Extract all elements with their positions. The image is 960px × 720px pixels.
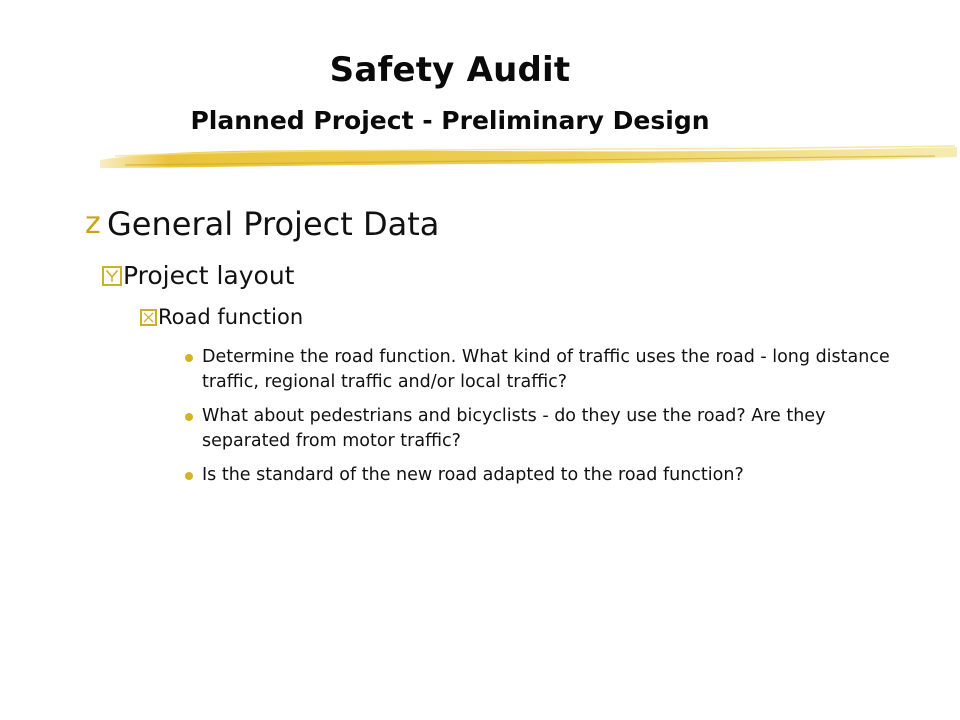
slide-subtitle: Planned Project - Preliminary Design (190, 106, 710, 135)
bullet-dot-icon (185, 354, 193, 362)
brush-underline (95, 138, 960, 174)
list-item (185, 404, 915, 454)
list-item (185, 345, 915, 395)
bullet-dot-icon (185, 472, 193, 480)
level1-text: General Project Data (107, 205, 440, 243)
level3-item (140, 305, 303, 329)
bullet-text: Is the standard of the new road adapted to the road function? (202, 465, 744, 485)
checkbox-x-icon (140, 309, 157, 326)
bullet-text: Determine the road function. What kind of traffic uses the road - long distance traffic, regional traffic and/or local traffic? (202, 347, 890, 392)
bullet-text: What about pedestrians and bicyclists - do they use the road? Are they separated from motor traffic? (202, 406, 826, 451)
list-item (185, 463, 915, 488)
level2-item (102, 261, 294, 290)
level3-text: Road function (158, 305, 304, 329)
bullet-dot-icon (185, 413, 193, 421)
level1-item (85, 205, 439, 243)
bullet-list (185, 345, 915, 497)
level2-text: Project layout (123, 261, 295, 290)
bullet-z-marker: z (85, 206, 101, 241)
slide-title: Safety Audit (329, 50, 571, 90)
checkbox-y-icon (102, 266, 122, 286)
